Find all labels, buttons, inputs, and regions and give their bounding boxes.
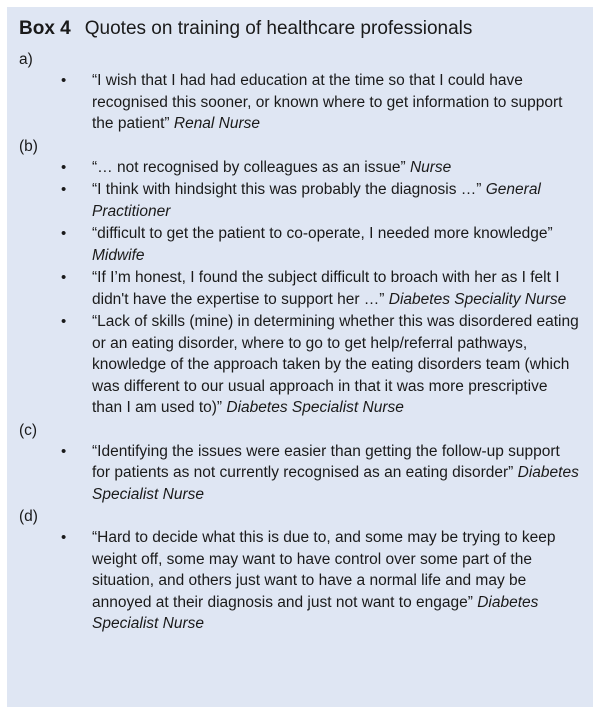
section-b <box>19 136 579 419</box>
quote-text: “Hard to decide what this is due to, and some may be trying to keep weight off, some may want to have control over some part of the situation, and others just want to have a normal life and may be annoyed at their diagnosis and just not want to engage” <box>92 529 556 611</box>
bullet-icon: • <box>61 181 67 198</box>
quote-text: “… not recognised by colleagues as an issue” <box>92 158 406 176</box>
bullet-icon: • <box>61 158 67 176</box>
quote-attribution: Diabetes Specialist Nurse <box>226 399 404 416</box>
quote-list <box>19 527 579 635</box>
section-label: a) <box>19 51 33 68</box>
quote-attribution: Midwife <box>92 246 145 264</box>
quote-list <box>19 157 579 419</box>
quote-text: “I think with hindsight this was probably the diagnosis …” <box>92 181 482 198</box>
section-label: (c) <box>19 421 38 439</box>
quote-item <box>19 70 579 135</box>
quote-list <box>19 70 579 135</box>
quote-item <box>19 157 579 179</box>
quote-text: “difficult to get the patient to co-operate, I needed more knowledge” <box>92 225 553 242</box>
quote-text: “Lack of skills (mine) in determining whether this was disordered eating or an eating disorder, where to go to get help/referral pathways, knowledge of the approach taken by the eating disorders team (which was different to our usual approach in that it was more prescriptive than I am used to)” <box>92 313 579 416</box>
bullet-icon: • <box>61 313 67 330</box>
box-title: Quotes on training of healthcare professionals <box>84 18 473 39</box>
quote-item <box>19 311 579 419</box>
box-label: Box 4 <box>19 18 71 39</box>
section-d <box>19 506 579 635</box>
quote-attribution: Nurse <box>409 158 452 176</box>
quote-item <box>19 179 579 222</box>
quote-attribution: Diabetes Specialist Nurse <box>92 464 579 503</box>
quote-item <box>19 223 579 266</box>
box-header <box>19 17 579 41</box>
quote-attribution: General Practitioner <box>92 181 541 220</box>
bullet-icon: • <box>61 529 67 546</box>
section-label: (b) <box>19 137 38 155</box>
quote-item <box>19 441 579 506</box>
quote-attribution: Diabetes Specialist Nurse <box>92 593 539 632</box>
quote-item <box>19 527 579 635</box>
quote-text: “Identifying the issues were easier than getting the follow-up support for patients as not currently recognised as an eating disorder” <box>92 442 560 481</box>
bullet-icon: • <box>61 72 67 89</box>
bullet-icon: • <box>61 225 67 242</box>
bullet-icon: • <box>61 442 67 460</box>
quote-box <box>7 7 593 707</box>
quote-attribution: Renal Nurse <box>173 115 261 132</box>
quote-text: “I wish that I had had education at the time so that I could have recognised this sooner, or known where to get information to support the patient” <box>92 72 563 132</box>
quote-text: “If I’m honest, I found the subject difficult to broach with her as I felt I didn't have the expertise to support her …” <box>92 269 560 308</box>
bullet-icon: • <box>61 269 67 286</box>
quote-item <box>19 267 579 310</box>
quote-attribution: Diabetes Speciality Nurse <box>388 290 567 308</box>
section-label: (d) <box>19 508 38 525</box>
section-a <box>19 49 579 135</box>
quote-list <box>19 441 579 506</box>
section-c <box>19 420 579 506</box>
